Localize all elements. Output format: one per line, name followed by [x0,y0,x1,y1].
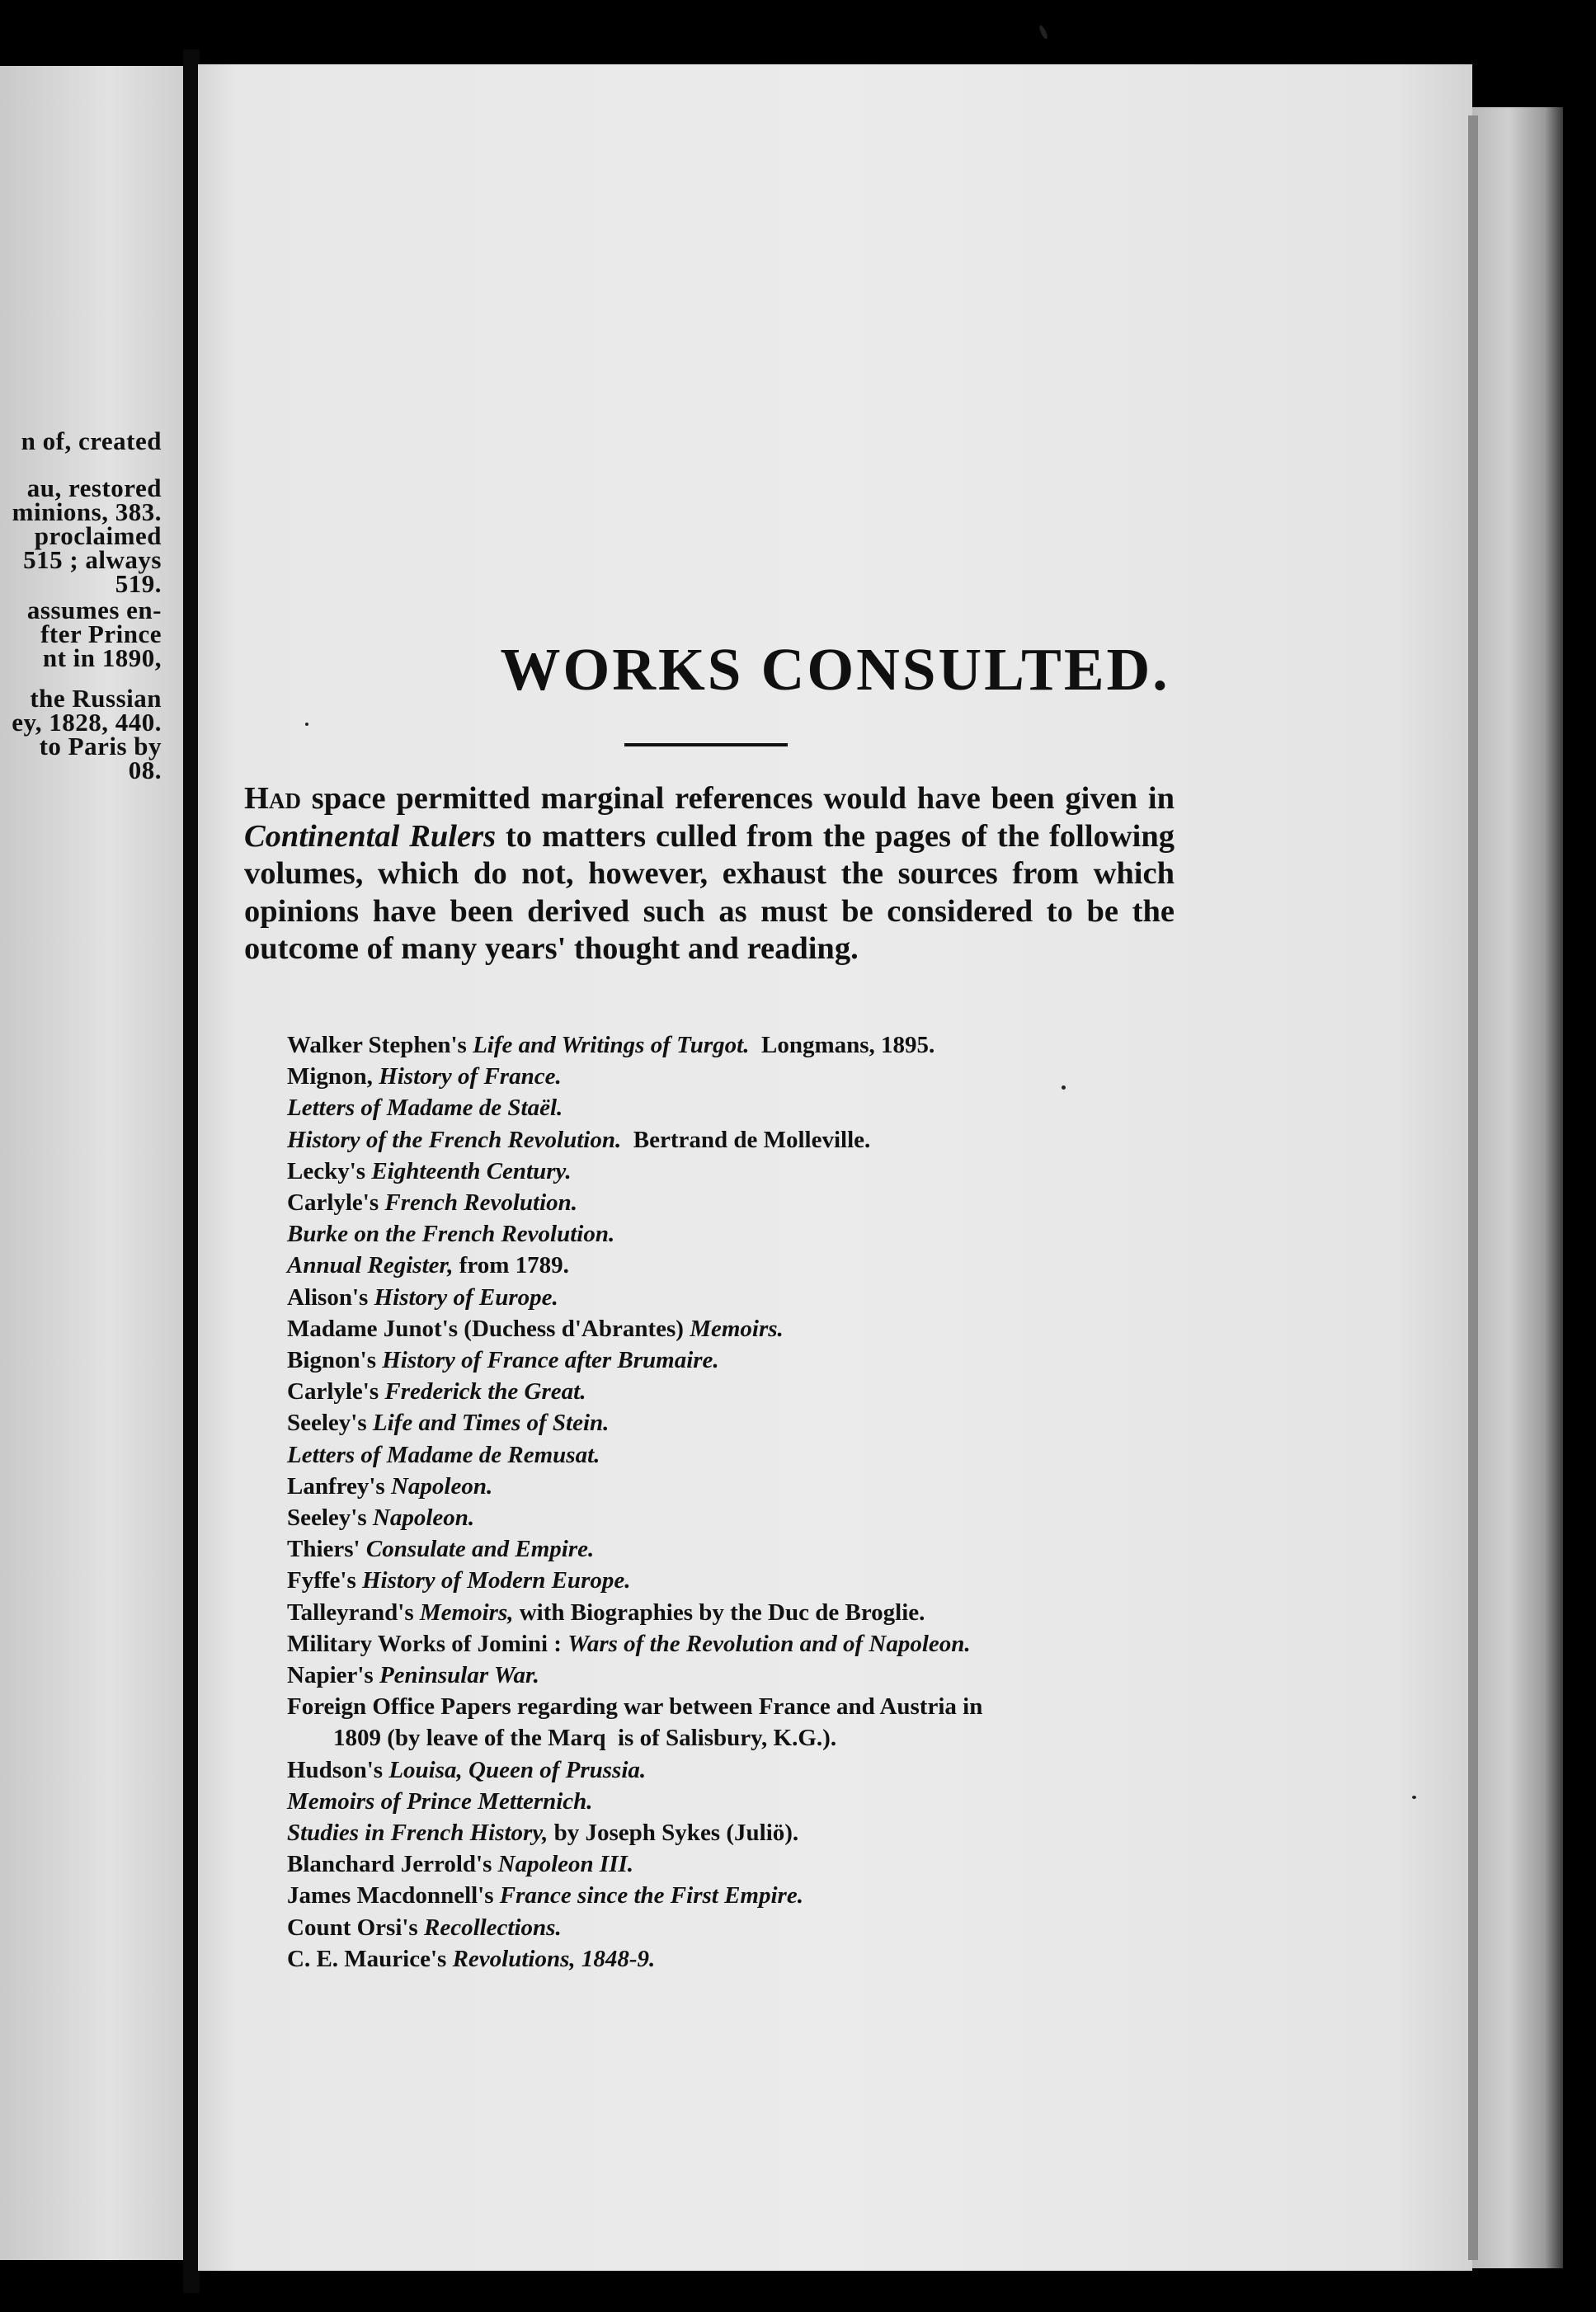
intro-text: to matters culled from the pages of the following volumes, which do not, however, exhaust the sources from which opinions have been derived such as must be considered to be the outcome of many years' thought and reading. [244,818,1175,966]
work-entry-text: Napier's [287,1662,379,1689]
work-entry-text: Thiers' [287,1536,366,1563]
left-page-text: proclaimed [34,521,162,550]
work-entry [287,1565,1260,1596]
work-entry-text: C. E. Maurice's [287,1945,453,1972]
work-entry-title: Letters of Madame de Staël. [287,1095,563,1122]
work-entry [287,1092,1260,1123]
work-entry-title: French Revolution. [384,1189,578,1217]
work-entry-title: Studies in French History, [287,1820,548,1847]
work-entry-text: Seeley's [287,1410,373,1437]
work-entry [287,1817,1260,1848]
work-entry [287,1029,1260,1061]
work-entry [287,1061,1260,1092]
work-entry [287,1313,1260,1344]
work-entry-title: Memoirs, [419,1599,514,1626]
page-title: WORKS CONSULTED. [500,636,1170,703]
work-entry-title: Peninsular War. [379,1662,539,1689]
work-entry-text: Bertrand de Molleville. [621,1126,871,1153]
work-entry-title: Wars of the Revolution and of Napoleon. [567,1630,971,1657]
work-entry [287,1407,1260,1439]
work-entry-title: Life and Writings of Turgot. [473,1032,750,1058]
work-entry-text: Mignon, [287,1063,379,1090]
work-entry [287,1597,1260,1628]
left-page-text: 515 ; always [23,545,162,574]
work-entry-text: 1809 (by leave of the Marq is of Salisbury, K.G.). [333,1725,837,1752]
left-page-text: ey, 1828, 440. [12,708,162,737]
work-entry [287,1344,1260,1376]
work-entry [287,1943,1260,1975]
work-entry-title: Napoleon III. [497,1851,634,1878]
work-entry [287,1660,1260,1691]
work-entry [287,1187,1260,1218]
works-list [287,1029,1260,1975]
work-entry [287,1250,1260,1281]
work-entry [287,1376,1260,1407]
work-entry-text: Carlyle's [287,1189,385,1217]
intro-text: space permitted marginal references would have been given in [300,781,1175,816]
scan-speck [1412,1796,1416,1799]
left-page-text: to Paris by [39,732,162,760]
work-entry-title: Life and Times of Stein. [372,1410,610,1437]
page-edge [1472,107,1563,2268]
work-entry-title: Napoleon. [372,1504,475,1532]
book-gutter [183,49,200,2293]
work-entry-title: Revolutions, 1848-9. [452,1945,656,1972]
work-entry-text: Madame Junot's (Duchess d'Abrantes) [287,1315,690,1342]
work-entry-title: Consulate and Empire. [365,1536,595,1563]
work-entry-title: Memoirs. [690,1315,784,1342]
work-entry-text: Bignon's [287,1347,383,1374]
work-entry-title: History of Modern Europe. [362,1567,631,1594]
work-entry-text: Seeley's [287,1504,373,1532]
left-page-text: 08. [128,756,162,784]
work-entry-title: Recollections. [423,1914,562,1941]
work-entry [287,1722,1260,1754]
work-entry [287,1533,1260,1565]
work-entry-title: Burke on the French Revolution. [287,1221,615,1248]
work-entry-text: Fyffe's [287,1567,362,1594]
work-entry [287,1502,1260,1533]
work-entry-text: Lanfrey's [287,1472,391,1500]
work-entry-text: Longmans, 1895. [749,1032,935,1058]
work-entry-title: Napoleon. [390,1472,493,1500]
page-edge-shadow [1468,115,1478,2260]
intro-paragraph [244,780,1175,968]
work-entry [287,1218,1260,1250]
work-entry-title: History of France after Brumaire. [382,1347,719,1374]
work-entry-text: from 1789. [453,1252,569,1279]
work-entry-title: Eighteenth Century. [371,1157,572,1184]
work-entry-text: Military Works of Jomini : [287,1630,568,1657]
work-entry-text: Talleyrand's [287,1599,420,1626]
work-entry-text: Walker Stephen's [287,1032,473,1058]
scan-speck [1038,25,1048,40]
left-page-text: the Russian [30,684,162,713]
work-entry [287,1124,1260,1156]
left-page-text: au, restored [26,473,162,502]
work-entry-title: Annual Register, [287,1252,454,1279]
work-entry-text: Hudson's [287,1756,389,1783]
work-entry-title: Letters of Madame de Remusat. [287,1441,600,1468]
work-entry-text: Count Orsi's [287,1914,424,1941]
work-entry-title: Memoirs of Prince Metternich. [287,1787,593,1815]
left-page-text: assumes en- [26,596,162,624]
work-entry-title: History of the French Revolution. [287,1126,622,1153]
work-entry [287,1786,1260,1817]
work-entry-title: History of France. [379,1063,562,1090]
work-entry-text: by Joseph Sykes (Juliö). [548,1820,799,1847]
left-page-text: minions, 383. [12,497,162,526]
work-entry-title: Louisa, Queen of Prussia. [388,1756,647,1783]
work-entry [287,1628,1260,1660]
work-entry [287,1439,1260,1471]
work-entry-text: Blanchard Jerrold's [287,1851,498,1878]
work-entry-title: History of Europe. [374,1283,558,1311]
work-entry-text: Lecky's [287,1157,372,1184]
left-page-text: 519. [115,569,162,598]
work-entry [287,1156,1260,1187]
work-entry-text: James Macdonnell's [287,1882,500,1909]
work-entry [287,1691,1260,1722]
work-entry-text: Alison's [287,1283,374,1311]
work-entry-title: Frederick the Great. [384,1378,586,1406]
work-entry [287,1880,1260,1911]
left-page-text: fter Prince [40,619,162,648]
left-page-text: n of, created [21,426,162,455]
scan-speck [305,723,308,726]
work-entry [287,1754,1260,1786]
intro-book-title: Continental Rulers [244,818,497,854]
work-entry [287,1471,1260,1502]
work-entry-text: Foreign Office Papers regarding war between France and Austria in [287,1693,983,1721]
work-entry-text: with Biographies by the Duc de Broglie. [513,1599,925,1626]
intro-lead: Had [244,781,301,816]
left-page [0,66,183,2260]
work-entry-text: Carlyle's [287,1378,385,1406]
work-entry [287,1912,1260,1943]
work-entry [287,1848,1260,1880]
work-entry-title: France since the First Empire. [499,1882,803,1909]
title-rule [624,743,788,746]
left-page-text: nt in 1890, [42,643,162,672]
work-entry [287,1282,1260,1313]
